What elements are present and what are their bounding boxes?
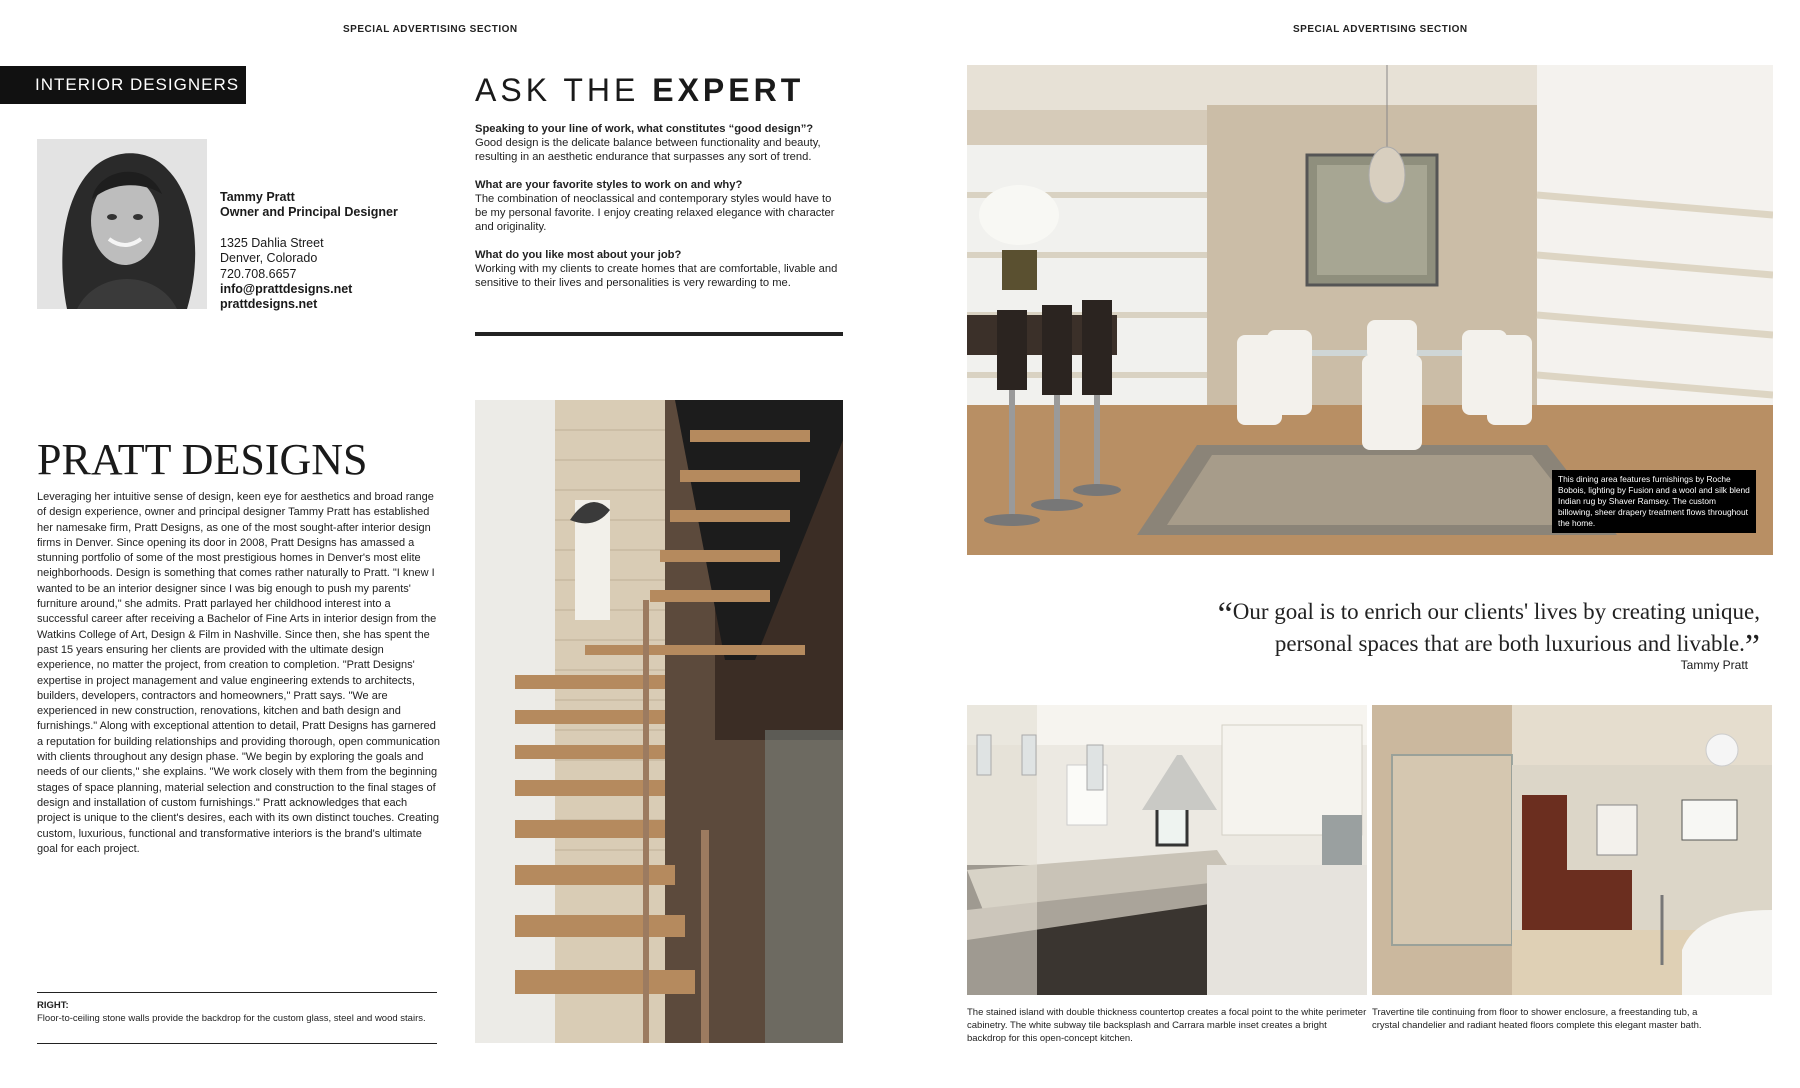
ask-the-expert-title xyxy=(475,72,804,109)
master-bath-photo xyxy=(1372,705,1772,995)
designer-name: Tammy Pratt xyxy=(220,190,295,204)
kitchen-caption: The stained island with double thickness countertop creates a focal point to the white perimeter cabinetry. The white subway tile backsplash and Carrara marble inset creates a bright backdrop for this open-concept kitchen. xyxy=(967,1007,1367,1044)
quote-attribution: Tammy Pratt xyxy=(1680,658,1748,672)
qa-answer: Working with my clients to create homes that are comfortable, livable and sensitive to their lives and personalities is very rewarding to me. xyxy=(475,263,838,289)
section-header-right: SPECIAL ADVERTISING SECTION xyxy=(1293,24,1468,35)
city-state: Denver, Colorado xyxy=(220,251,318,266)
qa-item xyxy=(475,122,845,164)
qa-item xyxy=(475,178,845,234)
quote-open-mark: “ xyxy=(1217,596,1233,633)
ask-title-bold: EXPERT xyxy=(652,72,805,108)
quote-line-2: personal spaces that are both luxurious and livable. xyxy=(1274,631,1745,656)
qa-item xyxy=(475,248,845,290)
designer-portrait xyxy=(37,139,207,309)
ask-title-light: ASK THE xyxy=(475,72,640,108)
caption-bottom-rule xyxy=(37,1043,437,1044)
stairs-photo xyxy=(475,400,843,1043)
website-link[interactable]: prattdesigns.net xyxy=(220,297,318,312)
qa-question: What do you like most about your job? xyxy=(475,249,682,261)
stairs-caption-label: RIGHT: xyxy=(37,1000,69,1011)
designer-title: Owner and Principal Designer xyxy=(220,205,398,220)
stairs-caption-text: Floor-to-ceiling stone walls provide the backdrop for the custom glass, steel and wood stairs. xyxy=(37,1013,426,1024)
contact-block xyxy=(220,190,398,313)
quote-close-mark: ” xyxy=(1744,628,1760,665)
caption-top-rule xyxy=(37,992,437,993)
qa-list xyxy=(475,122,845,304)
bath-caption: Travertine tile continuing from floor to shower enclosure, a freestanding tub, a crystal chandelier and radiant heated floors complete this elegant master bath. xyxy=(1372,1007,1702,1031)
qa-bottom-rule xyxy=(475,332,843,336)
phone-number: 720.708.6657 xyxy=(220,266,297,281)
firm-name: PRATT DESIGNS xyxy=(37,435,368,484)
email-link[interactable]: info@prattdesigns.net xyxy=(220,282,353,297)
street-address: 1325 Dahlia Street xyxy=(220,235,324,250)
qa-answer: The combination of neoclassical and contemporary styles would have to be my personal favorite. I enjoy creating relaxed elegance with character and originality. xyxy=(475,193,835,233)
dining-photo-caption: This dining area features furnishings by Roche Bobois, lighting by Fusion and a wool and silk blend Indian rug by Shaver Ramsey. The custom billowing, sheer drapery treatment flows throughout the home. xyxy=(1552,470,1756,533)
kitchen-photo xyxy=(967,705,1367,995)
section-header-left: SPECIAL ADVERTISING SECTION xyxy=(343,24,518,35)
stairs-caption xyxy=(37,999,437,1025)
qa-answer: Good design is the delicate balance between functionality and beauty, resulting in an aesthetic endurance that surpasses any sort of trend. xyxy=(475,137,821,163)
dining-room-photo xyxy=(967,65,1773,555)
quote-line-1: Our goal is to enrich our clients' lives by creating unique, xyxy=(1232,599,1760,624)
qa-question: What are your favorite styles to work on and why? xyxy=(475,179,743,191)
category-tag: INTERIOR DESIGNERS xyxy=(0,66,246,104)
bio-text: Leveraging her intuitive sense of design, keen eye for aesthetics and broad range of design experience, owner and principal designer Tammy Pratt has established her namesake firm, Pratt Designs, as one of the most sought-after interior design firms in Denver. Since opening its door in 2008, Pratt Designs has amassed a stunning portfolio of some of the most prestigious homes in Denver's most elite neighborhoods. Design is something that comes rather naturally to Pratt. "I knew I wanted to be an interior designer since I was big enough to push my parents' furniture around," she admits. Pratt parlayed her childhood interest into a successful career after receiving a Bachelor of Fine Arts in interior design from the Watkins College of Art, Design & Film in Nashville. Since then, she has spent the past 15 years ensuring her clients are provided with the ultimate design experience, no matter the project, from creation to completion. "Pratt Designs' expertise in project management and value engineering extends to architects, builders, developers, contractors and homeowners," Pratt says. "We are experienced in new construction, renovations, kitchen and bath design and furnishings." Along with exceptional attention to detail, Pratt Designs has garnered a reputation for building relationships and providing thorough, open communication with clients throughout any design phase. "We begin by exploring the goals and needs of our clients," she explains. "We work closely with them from the beginning stages of space planning, material selection and construction to the final stages of design and installation of custom furnishings." Pratt acknowledges that each project is unique to the client's desires, each with its own distinct touches. Creating custom, luxurious, functional and transformative interiors is the brand's ultimate goal for each project. xyxy=(37,491,440,855)
qa-question: Speaking to your line of work, what constitutes “good design”? xyxy=(475,123,814,135)
